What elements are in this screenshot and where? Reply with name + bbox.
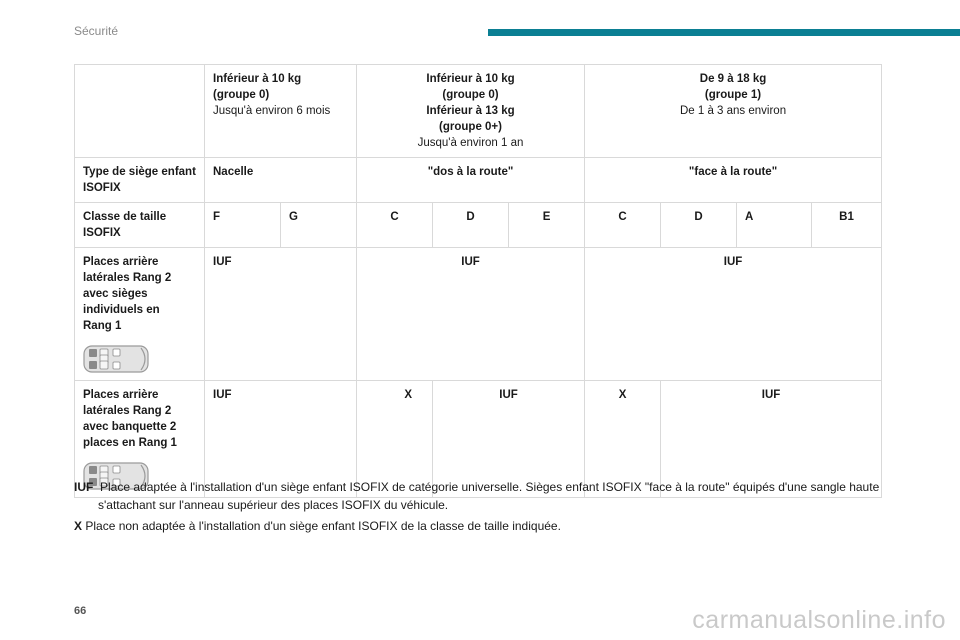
row2-cell-class-c-forward: X xyxy=(585,381,661,498)
table-row-groups xyxy=(75,65,882,158)
size-class-cell: D xyxy=(433,203,509,248)
row2-cell-nacelle: IUF xyxy=(205,381,357,498)
group-header-1 xyxy=(585,65,882,158)
group-header-0plus xyxy=(357,65,585,158)
group-header-line: Inférieur à 10 kg xyxy=(426,73,515,85)
type-rear-facing: "dos à la route" xyxy=(357,158,585,203)
empty-corner-cell xyxy=(75,65,205,158)
legend-text-iuf: Place adaptée à l'installation d'un siège enfant ISOFIX de catégorie universelle. Sièges enfant ISOFIX "face à la route" équipés d'une sangle haute s'attachant sur l'anneau supérieur des places ISOFIX du véhicule. xyxy=(98,480,880,512)
legend-key-x: X xyxy=(74,519,83,533)
legend-x xyxy=(74,517,561,535)
size-class-cell: D xyxy=(661,203,737,248)
row2-cell-class-de: IUF xyxy=(433,381,585,498)
group-header-line: (groupe 1) xyxy=(704,89,762,101)
group-header-0 xyxy=(205,65,357,158)
row1-cell-forward: IUF xyxy=(585,248,882,381)
size-class-cell: C xyxy=(585,203,661,248)
row-label-size-class: Classe de taille ISOFIX xyxy=(75,203,205,248)
row-label-text: Places arrière latérales Rang 2 avec banquette 2 places en Rang 1 xyxy=(83,389,177,449)
page-number: 66 xyxy=(74,605,87,617)
legend-iuf xyxy=(74,478,894,514)
table-row-individual-seats xyxy=(75,248,882,381)
header-accent-bar xyxy=(488,29,960,36)
type-forward-facing: "face à la route" xyxy=(585,158,882,203)
isofix-table xyxy=(74,64,882,498)
group-header-line: (groupe 0) xyxy=(442,89,499,101)
size-class-cell: E xyxy=(509,203,585,248)
size-class-cell: B1 xyxy=(812,203,882,248)
type-nacelle: Nacelle xyxy=(205,158,357,203)
legend-text-x: Place non adaptée à l'installation d'un siège enfant ISOFIX de la classe de taille indiquée. xyxy=(85,519,561,533)
group-header-line: Inférieur à 13 kg xyxy=(426,105,515,117)
table-row-type xyxy=(75,158,882,203)
size-class-cell: C xyxy=(357,203,433,248)
group-header-line: Jusqu'à environ 1 an xyxy=(417,137,524,149)
row2-cell-class-dab1: IUF xyxy=(661,381,882,498)
size-class-cell: F xyxy=(205,203,281,248)
group-header-line: Inférieur à 10 kg xyxy=(213,73,302,85)
group-header-line: (groupe 0) xyxy=(213,89,270,101)
row1-cell-nacelle: IUF xyxy=(205,248,357,381)
section-title: Sécurité xyxy=(74,24,119,38)
row-label-individual-seats xyxy=(75,248,205,381)
group-header-line: De 1 à 3 ans environ xyxy=(679,105,787,117)
group-header-line: De 9 à 18 kg xyxy=(699,73,767,85)
group-header-line: Jusqu'à environ 6 mois xyxy=(213,105,331,117)
row-label-text: Places arrière latérales Rang 2 avec sièges individuels en Rang 1 xyxy=(83,256,172,332)
table-row-size-class xyxy=(75,203,882,248)
legend-key-iuf: IUF xyxy=(74,480,94,494)
size-class-cell: A xyxy=(737,203,812,248)
row-label-type: Type de siège enfant ISOFIX xyxy=(75,158,205,203)
size-class-cell: G xyxy=(281,203,357,248)
watermark: carmanualsonline.info xyxy=(692,606,946,634)
row1-cell-rear: IUF xyxy=(357,248,585,381)
group-header-line: (groupe 0+) xyxy=(439,121,502,133)
van-seat-layout-icon xyxy=(83,344,151,374)
row2-cell-class-c: X xyxy=(357,381,433,498)
